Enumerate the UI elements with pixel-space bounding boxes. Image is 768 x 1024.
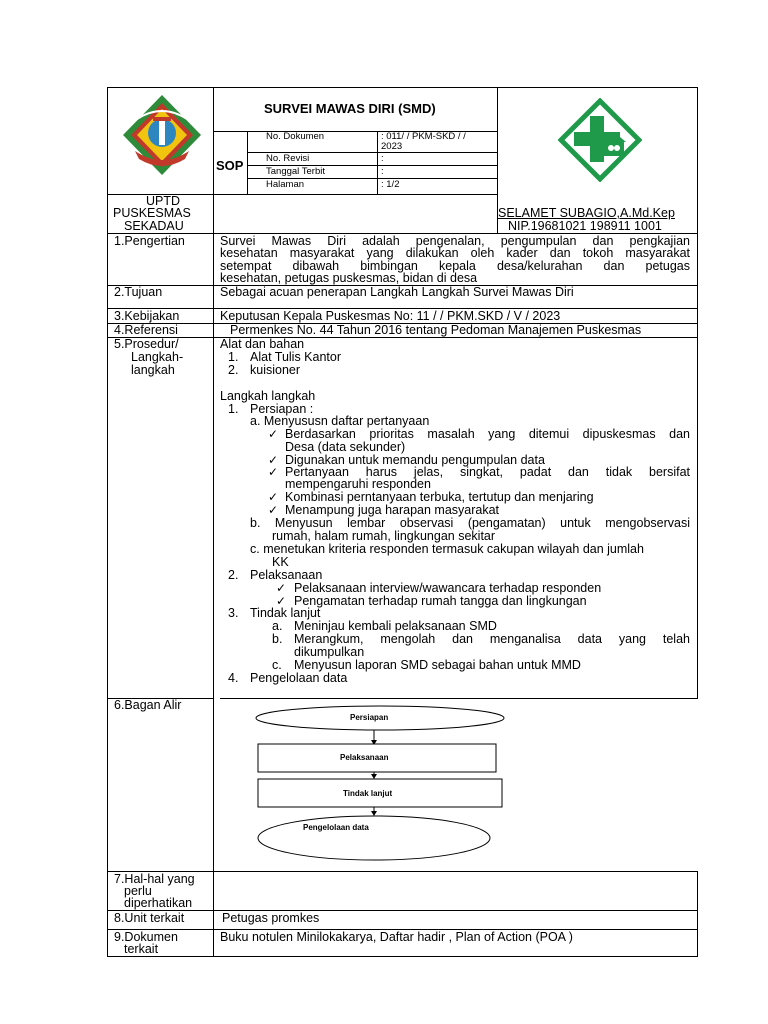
page-label: Halaman [266,179,305,190]
pelaksanaan-item-2: Pengamatan terhadap rumah tangga dan lingkungan [294,594,587,608]
step-tindak-lanjut: Tindak lanjut [250,606,321,620]
alat-item-1: Alat Tulis Kantor [250,350,342,364]
check-icon: ✓ [276,594,287,608]
pengertian-line-2: kesehatan masyarakat yang dilakukan oleh kader dan tokoh masyarakat [220,246,690,260]
org-line-2: PUSKESMAS [113,206,191,220]
persiapan-check-1a: Berdasarkan prioritas masalah yang ditemui dipuskesmas dan [285,427,690,441]
persiapan-check-3b: mempengaruhi responden [285,477,431,491]
hal-label-3: diperhatikan [124,896,193,910]
revision-label: No. Revisi [266,153,310,164]
tindak-item-b-1: Merangkum, mengolah dan menganalisa data yang telah [294,632,690,646]
dokumen-label-2: terkait [124,942,159,956]
step-num-1: 1. [228,402,239,416]
flow-step-persiapan: Persiapan [350,713,389,722]
check-icon: ✓ [268,465,279,479]
tindak-item-b-2: dikumpulkan [294,645,365,659]
dokumen-text: Buku notulen Minilokakarya, Daftar hadir , Plan of Action (POA ) [220,930,573,944]
puskesmas-logo [558,98,642,182]
pengertian-label: 1.Pengertian [114,234,185,248]
tindak-item-c: Menyusun laporan SMD sebagai bahan untuk MMD [294,658,581,672]
tindak-item-a: Meninjau kembali pelaksanaan SMD [294,619,497,633]
tindak-letter-c: c. [272,658,282,672]
check-icon: ✓ [276,581,287,595]
flow-step-pengelolaan: Pengelolaan data [303,823,369,832]
step-num-3: 3. [228,606,239,620]
check-icon: ✓ [268,503,279,517]
org-line-3: SEKADAU [124,219,184,233]
step-pelaksanaan: Pelaksanaan [250,568,323,582]
signer-nip: NIP.19681021 198911 1001 [508,219,662,233]
alat-title: Alat dan bahan [220,337,305,351]
hal-label-2: perlu [124,884,152,898]
check-icon: ✓ [268,453,279,467]
persiapan-b-line-2: rumah, halam rumah, lingkungan sekitar [272,529,496,543]
persiapan-c-line-2: KK [272,555,289,569]
regency-crest-logo [121,93,203,177]
step-num-2: 2. [228,568,239,582]
dokumen-label-1: 9.Dokumen [114,930,178,944]
tujuan-text: Sebagai acuan penerapan Langkah Langkah Survei Mawas Diri [220,285,574,299]
pengertian-line-4: kesehatan, petugas puskesmas, bidan di desa [220,271,478,285]
check-icon: ✓ [268,427,279,441]
prosedur-label-1: 5.Prosedur/ [114,337,179,351]
tujuan-label: 2.Tujuan [114,285,163,299]
kebijakan-label: 3.Kebijakan [114,309,180,323]
referensi-label: 4.Referensi [114,323,178,337]
issue-date-label: Tanggal Terbit [266,166,325,177]
document-title: SURVEI MAWAS DIRI (SMD) [264,101,436,116]
persiapan-check-5: Menampung juga harapan masyarakat [285,503,500,517]
check-icon: ✓ [268,490,279,504]
step-persiapan: Persiapan : [250,402,314,416]
step-pengelolaan: Pengelolaan data [250,671,348,685]
flow-step-tindak-lanjut: Tindak lanjut [343,789,393,798]
alat-item-2: kuisioner [250,363,301,377]
prosedur-label-3: langkah [131,363,175,377]
issue-date-value: : [381,166,384,177]
persiapan-check-4: Kombinasi perntanyaan terbuka, tertutup dan menjaring [285,490,594,504]
persiapan-check-1b: Desa (data sekunder) [285,440,406,454]
pengertian-line-1: Survei Mawas Diri adalah pengenalan, pengumpulan dan pengkajian [220,234,690,248]
pengertian-line-3: setempat dibawah bimbingan kepala desa/kelurahan dan petugas [220,259,690,273]
doc-number-label: No. Dokumen [266,131,325,142]
hal-label-1: 7.Hal-hal yang [114,872,195,886]
sop-label: SOP [216,158,244,173]
langkah-title: Langkah langkah [220,389,316,403]
revision-value: : [381,153,384,164]
persiapan-check-3a: Pertanyaan harus jelas, singkat, padat dan tidak bersifat [285,465,690,479]
tindak-letter-a: a. [272,619,283,633]
persiapan-check-2: Digunakan untuk memandu pengumpulan data [285,453,545,467]
bagan-label: 6.Bagan Alir [114,698,182,712]
tindak-letter-b: b. [272,632,283,646]
pelaksanaan-item-1: Pelaksanaan interview/wawancara terhadap responden [294,581,602,595]
unit-label: 8.Unit terkait [114,911,185,925]
referensi-text: Permenkes No. 44 Tahun 2016 tentang Pedoman Manajemen Puskesmas [230,323,642,337]
persiapan-c-line-1: c. menetukan kriteria responden termasuk cakupan wilayah dan jumlah [250,542,644,556]
persiapan-b-line-1: b. Menyusun lembar observasi (pengamatan) untuk mengobservasi [250,516,690,530]
signer-name: SELAMET SUBAGIO,A.Md.Kep [498,206,675,220]
step-num-4: 4. [228,671,239,685]
kebijakan-text: Keputusan Kepala Puskesmas No: 11 / / PKM.SKD / V / 2023 [220,309,561,323]
page-value: : 1/2 [381,179,400,190]
persiapan-a: a. Menyususn daftar pertanyaan [250,414,430,428]
prosedur-label-2: Langkah- [131,350,184,364]
flow-step-pelaksanaan: Pelaksanaan [340,753,389,762]
doc-number-year: 2023 [381,141,403,152]
unit-text: Petugas promkes [222,911,320,925]
doc-number-value: : 011/ / PKM-SKD / / [381,131,466,142]
org-line-1: UPTD [146,194,181,208]
flowchart [250,700,520,870]
alat-num-1: 1. [228,350,239,364]
alat-num-2: 2. [228,363,239,377]
